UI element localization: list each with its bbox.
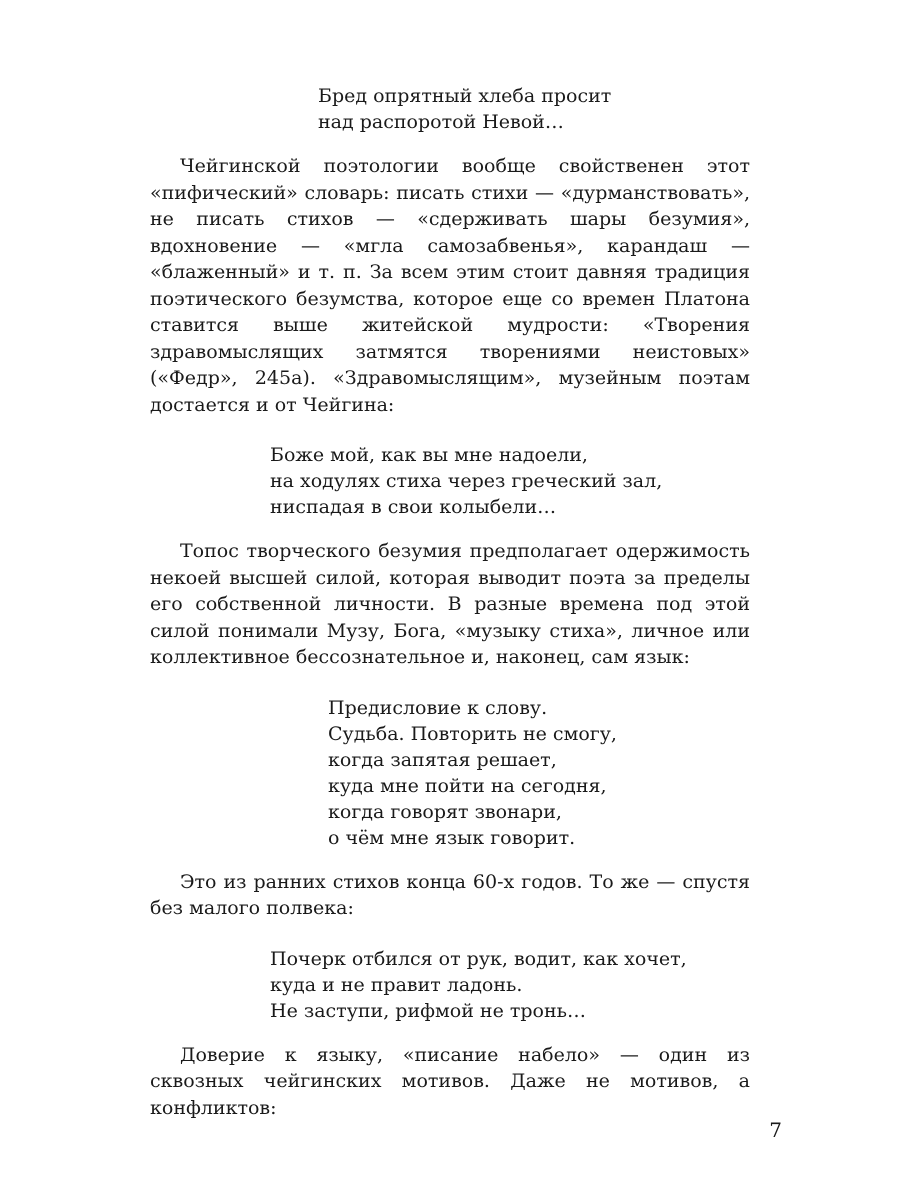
- poem-stanza: [318, 83, 750, 135]
- poem-line: Предисловие к слову.: [328, 696, 548, 719]
- poem-line: на ходулях стиха через греческий зал,: [270, 470, 663, 492]
- poem-line: о чём мне язык говорит.: [328, 826, 576, 849]
- poem-line: Боже мой, как вы мне надоели,: [270, 444, 588, 466]
- poem-line: Бред опрятный хлеба просит: [318, 85, 612, 107]
- poem-line: когда запятая решает,: [328, 748, 557, 771]
- body-paragraph: Это из ранних стихов конца 60-х годов. То же — спустя без малого полвека:: [150, 870, 750, 919]
- page-number: 7: [769, 1118, 782, 1142]
- text-column: [150, 83, 750, 1121]
- poem-line: над распоротой Невой…: [318, 111, 564, 133]
- poem-stanza: [270, 442, 750, 520]
- body-paragraph: Топос творческого безумия предполагает одержимость некоей высшей силой, которая выводит поэта за пределы его собственной личности. В разные времена под этой силой понимали Музу, Бога, «музыку стиха», личное или коллективное бессознательное и, наконец, сам язык:: [150, 540, 750, 668]
- poem-line: куда и не правит ладонь.: [270, 973, 523, 996]
- poem-line: Судьба. Повторить не смогу,: [328, 722, 617, 745]
- poem-stanza: [328, 695, 750, 851]
- poem-line: куда мне пойти на сегодня,: [328, 774, 607, 797]
- poem-stanza: [270, 946, 750, 1024]
- poem-line: Не заступи, рифмой не тронь…: [270, 999, 586, 1022]
- poem-line: Почерк отбился от рук, водит, как хочет,: [270, 947, 687, 970]
- poem-line: ниспадая в свои колыбели…: [270, 496, 557, 518]
- poem-line: когда говорят звонари,: [328, 800, 562, 823]
- body-paragraph: Чейгинской поэтологии вообще свойственен этот «пифический» словарь: писать стихи — «дурманствовать», не писать стихов — «сдерживать шары безумия», вдохновение — «мгла самозабвенья», карандаш — «блаженный» и т. п. За всем этим стоит давняя традиция поэтического безумства, которое еще со времен Платона ставится выше житейской мудрости: «Творения здравомыслящих затмятся творениями неистовых» («Федр», 245а). «Здравомыслящим», музейным поэтам достается и от Чейгина:: [150, 155, 750, 416]
- body-paragraph: Доверие к языку, «писание набело» — один из сквозных чейгинских мотивов. Даже не мотивов, а конфликтов:: [150, 1043, 750, 1119]
